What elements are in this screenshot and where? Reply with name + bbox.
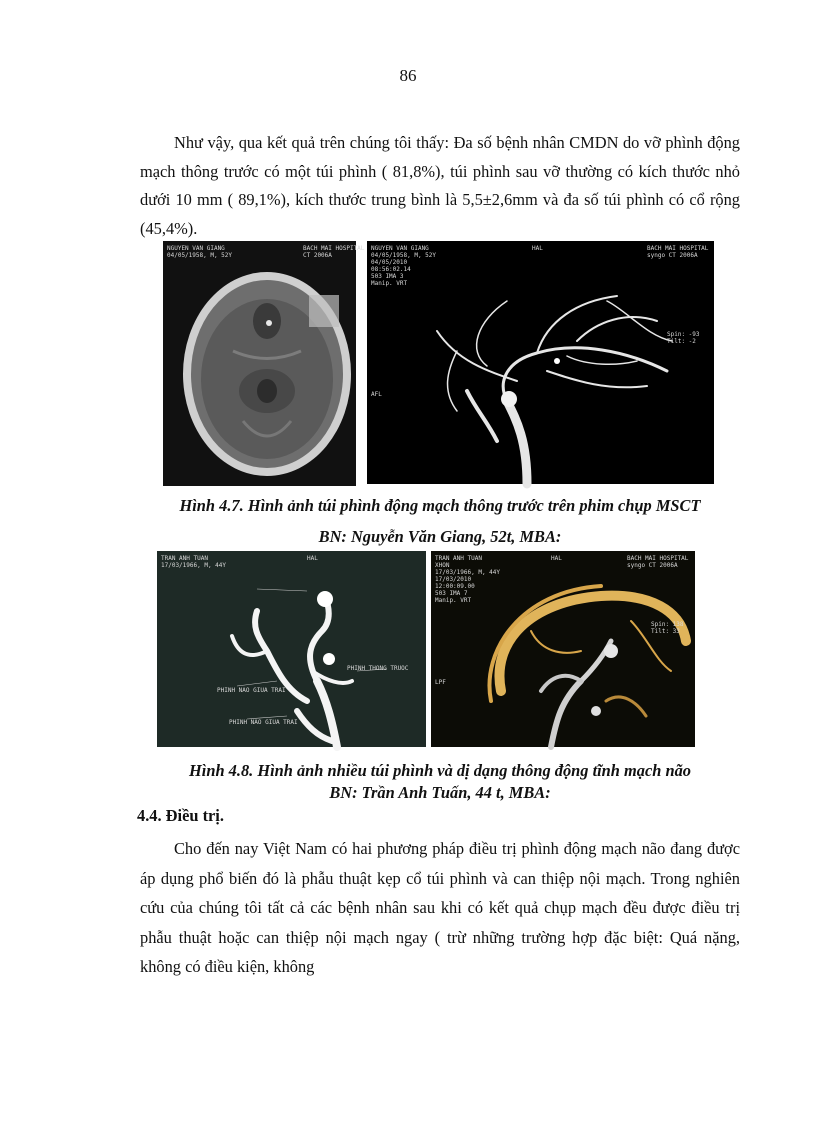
mba-spin-overlay: Spin: -93 Tilt: -2	[667, 331, 700, 345]
figure-4-7-caption: Hình 4.7. Hình ảnh túi phình động mạch thông trước trên phim chụp MSCT	[179, 496, 701, 515]
figure-4-7-patient: BN: Nguyễn Văn Giang, 52t, MBA:	[318, 527, 562, 546]
label-phinh-nao-giua-trai-1: PHINH NAO GIUA TRAI	[217, 687, 286, 694]
label-phinh-thong-truoc: PHINH THONG TRUOC	[347, 665, 409, 672]
page-number: 86	[399, 66, 417, 85]
right-patient-overlay: TRAN ANH TUAN XHON 17/03/1966, M, 44Y 17/03/2010 12:00:09.00 503 IMA 7 Manip. VRT	[435, 555, 501, 604]
label-phinh-nao-giua-trai-2: PHINH NAO GIUA TRAI	[229, 719, 298, 726]
paragraph-results: Như vậy, qua kết quả trên chúng tôi thấy: Đa số bệnh nhân CMDN do vỡ phình động mạch thông trước có một túi phình ( 81,8%), túi phình sau vỡ thường có kích thước nhỏ dưới 10 mm ( 89,1%), kích thước trung bình là 5,5±2,6mm và đa số túi phình có cổ rộng (45,4%).	[140, 133, 740, 238]
figure-4-8-caption: Hình 4.8. Hình ảnh nhiều túi phình và dị dạng thông động tĩnh mạch não	[189, 761, 691, 780]
ct-patient-overlay: NGUYEN VAN GIANG 04/05/1958, M, 52Y	[167, 245, 233, 259]
figure-4-7-angiography-image	[367, 241, 714, 484]
left-top-label: HAL	[307, 555, 318, 562]
mba-hospital-overlay: BACH MAI HOSPITAL syngo CT 2006A	[647, 245, 709, 259]
paragraph-treatment: Cho đến nay Việt Nam có hai phương pháp điều trị phình động mạch não đang được áp dụng phổ biến đó là phẫu thuật kẹp cổ túi phình và can thiệp nội mạch. Trong nghiên cứu của chúng tôi tất cả các bệnh nhân sau khi có kết quả chụp mạch đều được điều trị phẫu thuật hoặc can thiệp nội mạch ngay ( trừ những trường hợp đặc biệt: Quá nặng, không có điều kiện, không	[140, 839, 740, 976]
figure-4-8-right-image	[431, 551, 695, 747]
right-orientation-label: LPF	[435, 679, 446, 686]
ct-hospital-overlay: BACH MAI HOSPITAL CT 2006A	[303, 245, 365, 259]
mba-orientation-label: AFL	[371, 391, 382, 398]
left-patient-overlay: TRAN ANH TUAN 17/03/1966, M, 44Y	[161, 555, 227, 569]
figure-4-8-patient: BN: Trần Anh Tuấn, 44 t, MBA:	[329, 783, 551, 802]
mba-patient-overlay: NGUYEN VAN GIANG 04/05/1958, M, 52Y 04/05/2010 08:56:02.14 503 IMA 3 Manip. VRT	[371, 245, 437, 287]
right-spin-overlay: Spin: 138 Tilt: 33	[651, 621, 684, 635]
section-heading-4-4: 4.4. Điều trị.	[137, 806, 224, 825]
right-hospital-overlay: BACH MAI HOSPITAL syngo CT 2006A	[627, 555, 689, 569]
figure-4-7-ct-image	[163, 241, 365, 486]
right-top-label: HAL	[551, 555, 562, 562]
mba-top-label: HAL	[532, 245, 543, 252]
figure-4-8-left-image	[157, 551, 426, 747]
